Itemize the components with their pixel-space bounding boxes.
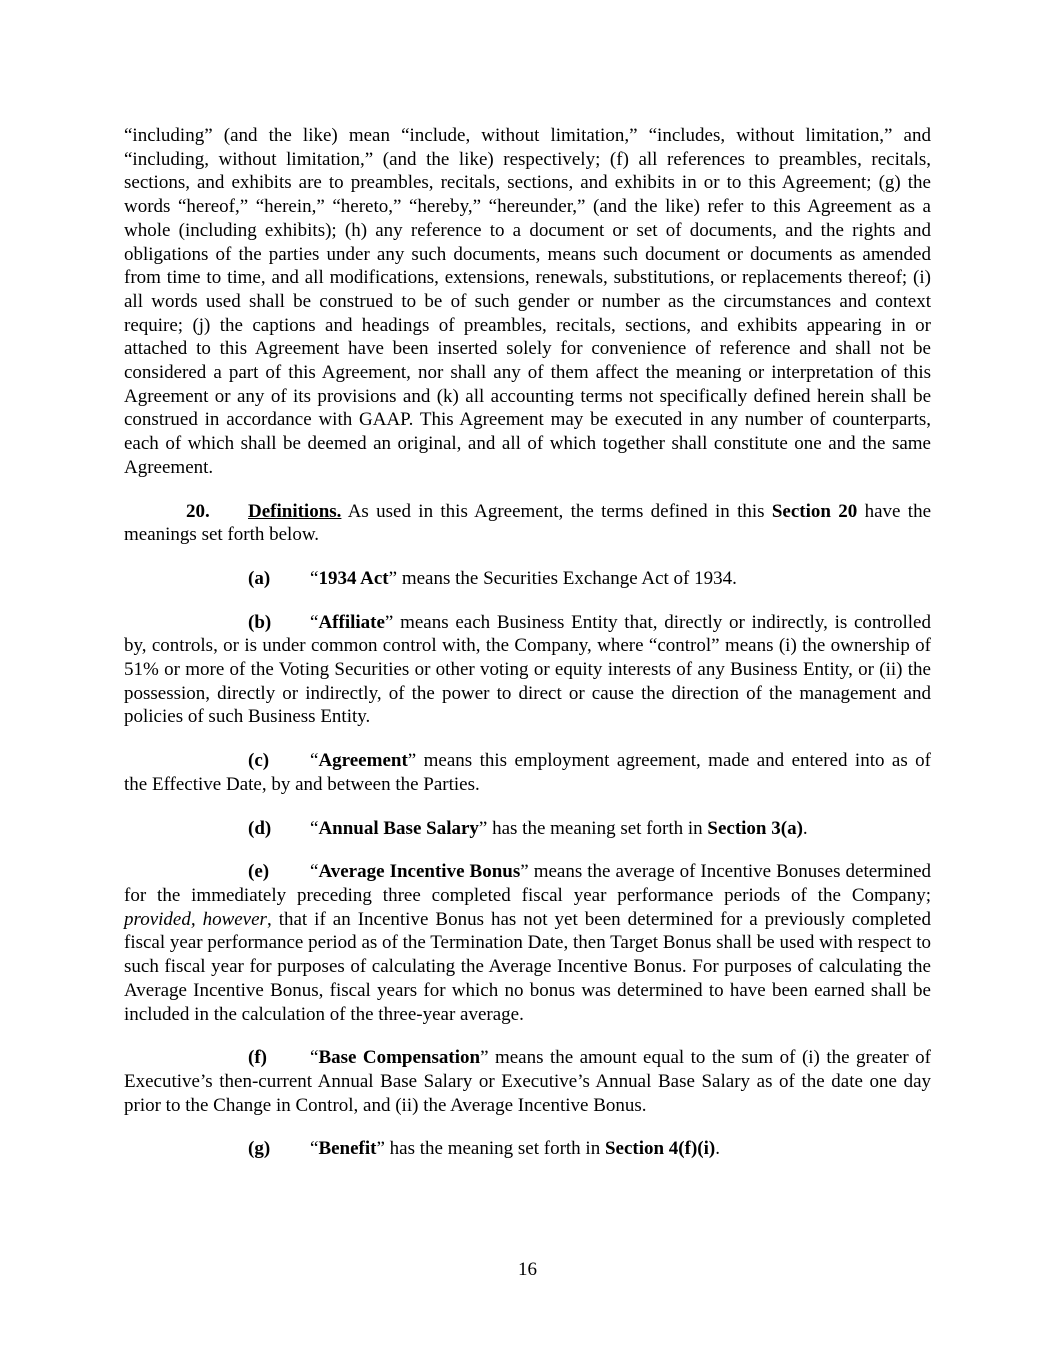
defined-term: 1934 Act <box>318 567 389 589</box>
period: . <box>802 817 808 839</box>
defined-term: Annual Base Salary <box>318 817 479 839</box>
section-intro-end: have the meanings set forth below. <box>124 500 932 546</box>
proviso-italic: provided, however <box>124 908 267 930</box>
definition-g <box>124 1137 931 1161</box>
close-quote: ” <box>478 817 488 839</box>
definition-label: (g) <box>248 1138 271 1160</box>
definition-c <box>124 749 931 796</box>
close-quote: ” <box>407 750 417 772</box>
definition-text: means this employment agreement, made and entered into as of the Effective Date, by and between the Parties. <box>124 750 931 795</box>
definition-text: has the meaning set forth in <box>487 817 708 839</box>
section-ref: Section 4(f)(i) <box>604 1138 716 1160</box>
definition-label: (a) <box>248 567 271 589</box>
definition-f <box>124 1046 931 1117</box>
open-quote: “ <box>310 611 319 633</box>
continuation-paragraph: “including” (and the like) mean “include, without limitation,” “includes, without limitation,” and “including, without limitation,” (and the like) respectively; (f) all references to preambles, recitals, sections, and exhibits are to preambles, recitals, sections, and exhibits in or to this Agreement; (g) the words “hereof,” “herein,” “hereto,” “hereby,” “hereunder,” (and the like) refer to this Agreement as a whole (including exhibits); (h) any reference to a document or set of documents, and the rights and obligations of the parties under any such documents, means such document or documents as amended from time to time, and all modifications, extensions, renewals, substitutions, or replacements thereof; (i) all words used shall be construed to be of such gender or number as the circumstances and context require; (j) the captions and headings of preambles, recitals, sections, and exhibits appearing in or attached to this Agreement have been inserted solely for convenience of reference and shall not be considered a part of this Agreement, nor shall any of them affect the meaning or interpretation of this Agreement or any of its provisions and (k) all accounting terms not specifically defined herein shall be construed in accordance with GAAP. This Agreement may be executed in any number of counterparts, each of which shall be deemed an original, and all of which together shall constitute one and the same Agreement. <box>124 125 931 478</box>
period: . <box>715 1138 720 1160</box>
open-quote: “ <box>310 1047 319 1069</box>
definition-label: (d) <box>248 817 272 839</box>
section-number: 20. <box>186 500 210 522</box>
definition-label: (c) <box>248 750 270 772</box>
page-number: 16 <box>518 1259 537 1280</box>
defined-term: Average Incentive Bonus <box>318 861 521 883</box>
definition-a <box>124 567 931 591</box>
definition-text: means the Securities Exchange Act of 1934. <box>397 567 737 589</box>
definition-text: means the average of Incentive Bonuses determined for the immediately preceding three completed fiscal year performance periods of the Company; <box>124 861 931 906</box>
close-quote: ” <box>388 567 398 589</box>
close-quote: ” <box>376 1138 385 1160</box>
defined-term: Agreement <box>318 750 408 772</box>
open-quote: “ <box>310 567 319 589</box>
open-quote: “ <box>310 1138 319 1160</box>
section-ref: Section 20 <box>771 500 858 522</box>
defined-term: Affiliate <box>318 611 385 633</box>
section-title: Definitions. <box>248 500 342 522</box>
definition-text: means each Business Entity that, directly or indirectly, is controlled by, controls, or is under common control with, the Company, where “control” means (i) the ownership of 51% or more of the Voting Securities or other voting or equity interests of any Business Entity, or (ii) the possession, directly or indirectly, of the power to direct or cause the direction of the management and policies of such Business Entity. <box>124 611 931 728</box>
definition-label: (e) <box>248 861 270 883</box>
definition-label: (f) <box>248 1047 267 1069</box>
section-intro: As used in this Agreement, the terms defined in this <box>341 500 772 522</box>
open-quote: “ <box>310 750 319 772</box>
definition-text-continued: , that if an Incentive Bonus has not yet been determined for a previously completed fiscal year performance period as of the Termination Date, then Target Bonus shall be used with respect to such fiscal year for purposes of calculating the Average Incentive Bonus. For purposes of calculating the Average Incentive Bonus, fiscal years for which no bonus was determined to have been earned shall be included in the calculation of the three-year average. <box>124 908 931 1025</box>
document-page <box>124 124 931 1181</box>
definition-text: has the meaning set forth in <box>384 1138 605 1160</box>
close-quote: ” <box>520 861 529 883</box>
close-quote: ” <box>480 1047 489 1069</box>
definition-label: (b) <box>248 611 272 633</box>
definition-d <box>124 817 931 841</box>
open-quote: “ <box>310 817 319 839</box>
definition-text: means the amount equal to the sum of (i) the greater of Executive’s then-current Annual Base Salary or Executive’s Annual Base Salary as of the date one day prior to the Change in Control, and (ii) the Average Incentive Bonus. <box>124 1047 931 1116</box>
definition-e <box>124 860 931 1026</box>
section-20-paragraph <box>124 500 931 547</box>
defined-term: Benefit <box>318 1138 377 1160</box>
defined-term: Base Compensation <box>318 1047 481 1069</box>
definition-b <box>124 611 931 730</box>
section-ref: Section 3(a) <box>707 817 803 839</box>
close-quote: ” <box>384 611 394 633</box>
open-quote: “ <box>310 861 319 883</box>
